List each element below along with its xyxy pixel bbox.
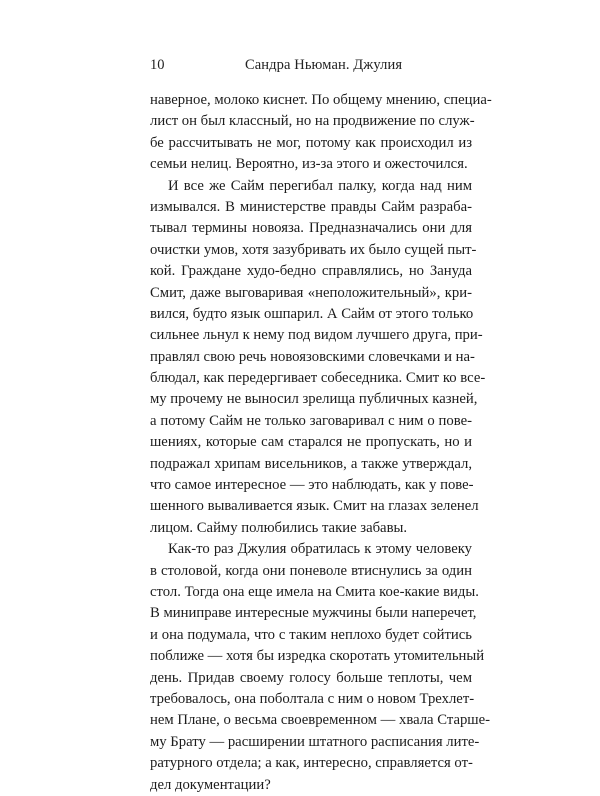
text-line: лист он был классный, но на продвижение по служ- — [150, 113, 475, 130]
page-header — [150, 55, 470, 75]
text-line: тывал термины новояза. Предназначались они для — [150, 220, 472, 237]
text-line: му прочему не выносил зрелища публичных казней, — [150, 391, 478, 408]
page-number: 10 — [150, 57, 165, 73]
text-line: подражал хрипам висельников, а также утверждал, — [150, 455, 472, 472]
text-line: а потому Сайм не только заговаривал с ним о пове- — [150, 412, 472, 429]
text-line: И все же Сайм перегибал палку, когда над ним — [168, 177, 472, 194]
body-text — [150, 90, 492, 796]
text-line: лицом. Сайму полюбились такие забавы. — [150, 519, 408, 536]
paragraph — [150, 539, 491, 796]
text-line: шенного вываливается язык. Смит на глазах зеленел — [150, 498, 479, 515]
text-line: семьи нелиц. Вероятно, из-за этого и ожесточился. — [150, 156, 468, 173]
text-line: измывался. В министерстве правды Сайм разраба- — [150, 198, 472, 215]
text-line: очистки умов, хотя зазубривать их было сущей пыт- — [150, 241, 477, 258]
text-line: Смит, даже выговаривая «неположительный», кри- — [150, 284, 472, 301]
text-line: блюдал, как передергивает собеседника. Смит ко все- — [150, 370, 486, 387]
text-line: требовалось, она поболтала с ним о новом Трехлет- — [150, 690, 475, 707]
text-line: поближе — хотя бы изредка скоротать утомительный — [150, 648, 485, 665]
text-line: дел документации? — [150, 776, 271, 793]
text-line: что самое интересное — это наблюдать, как у пове- — [150, 477, 474, 494]
text-line: вился, будто язык ошпарил. А Сайм от этого только — [150, 305, 474, 322]
text-line: в столовой, когда они поневоле втиснулись за один — [150, 562, 472, 579]
text-line: ратурного отдела; а как, интересно, справляется от- — [150, 755, 473, 772]
text-line: и она подумала, что с таким неплохо будет сойтись — [150, 626, 472, 643]
paragraph — [150, 176, 486, 540]
paragraph — [150, 90, 492, 176]
text-line: кой. Граждане худо-бедно справлялись, но Зануда — [150, 263, 472, 280]
running-head: Сандра Ньюман. Джулия — [245, 57, 403, 73]
text-line: правлял свою речь новоязовскими словечками и на- — [150, 348, 475, 365]
text-line: наверное, молоко киснет. По общему мнению, специа- — [150, 92, 492, 108]
text-line: нем Плане, о весьма своевременном — хвала Старше- — [150, 712, 491, 729]
text-line: сильнее льнул к нему под видом лучшего друга, при- — [150, 327, 483, 344]
text-line: му Брату — расширении штатного расписания лите- — [150, 733, 480, 750]
text-line: шениях, которые сам старался не пропускать, но и — [150, 434, 472, 451]
text-line: день. Придав своему голосу больше теплоты, чем — [150, 669, 472, 686]
text-line: бе рассчитывать не мог, потому как происходил из — [150, 134, 472, 151]
text-line: Как-то раз Джулия обратилась к этому человеку — [168, 541, 472, 558]
text-line: стол. Тогда она еще имела на Смита кое-какие виды. — [150, 583, 479, 600]
text-line: В миниправе интересные мужчины были наперечет, — [150, 605, 477, 622]
